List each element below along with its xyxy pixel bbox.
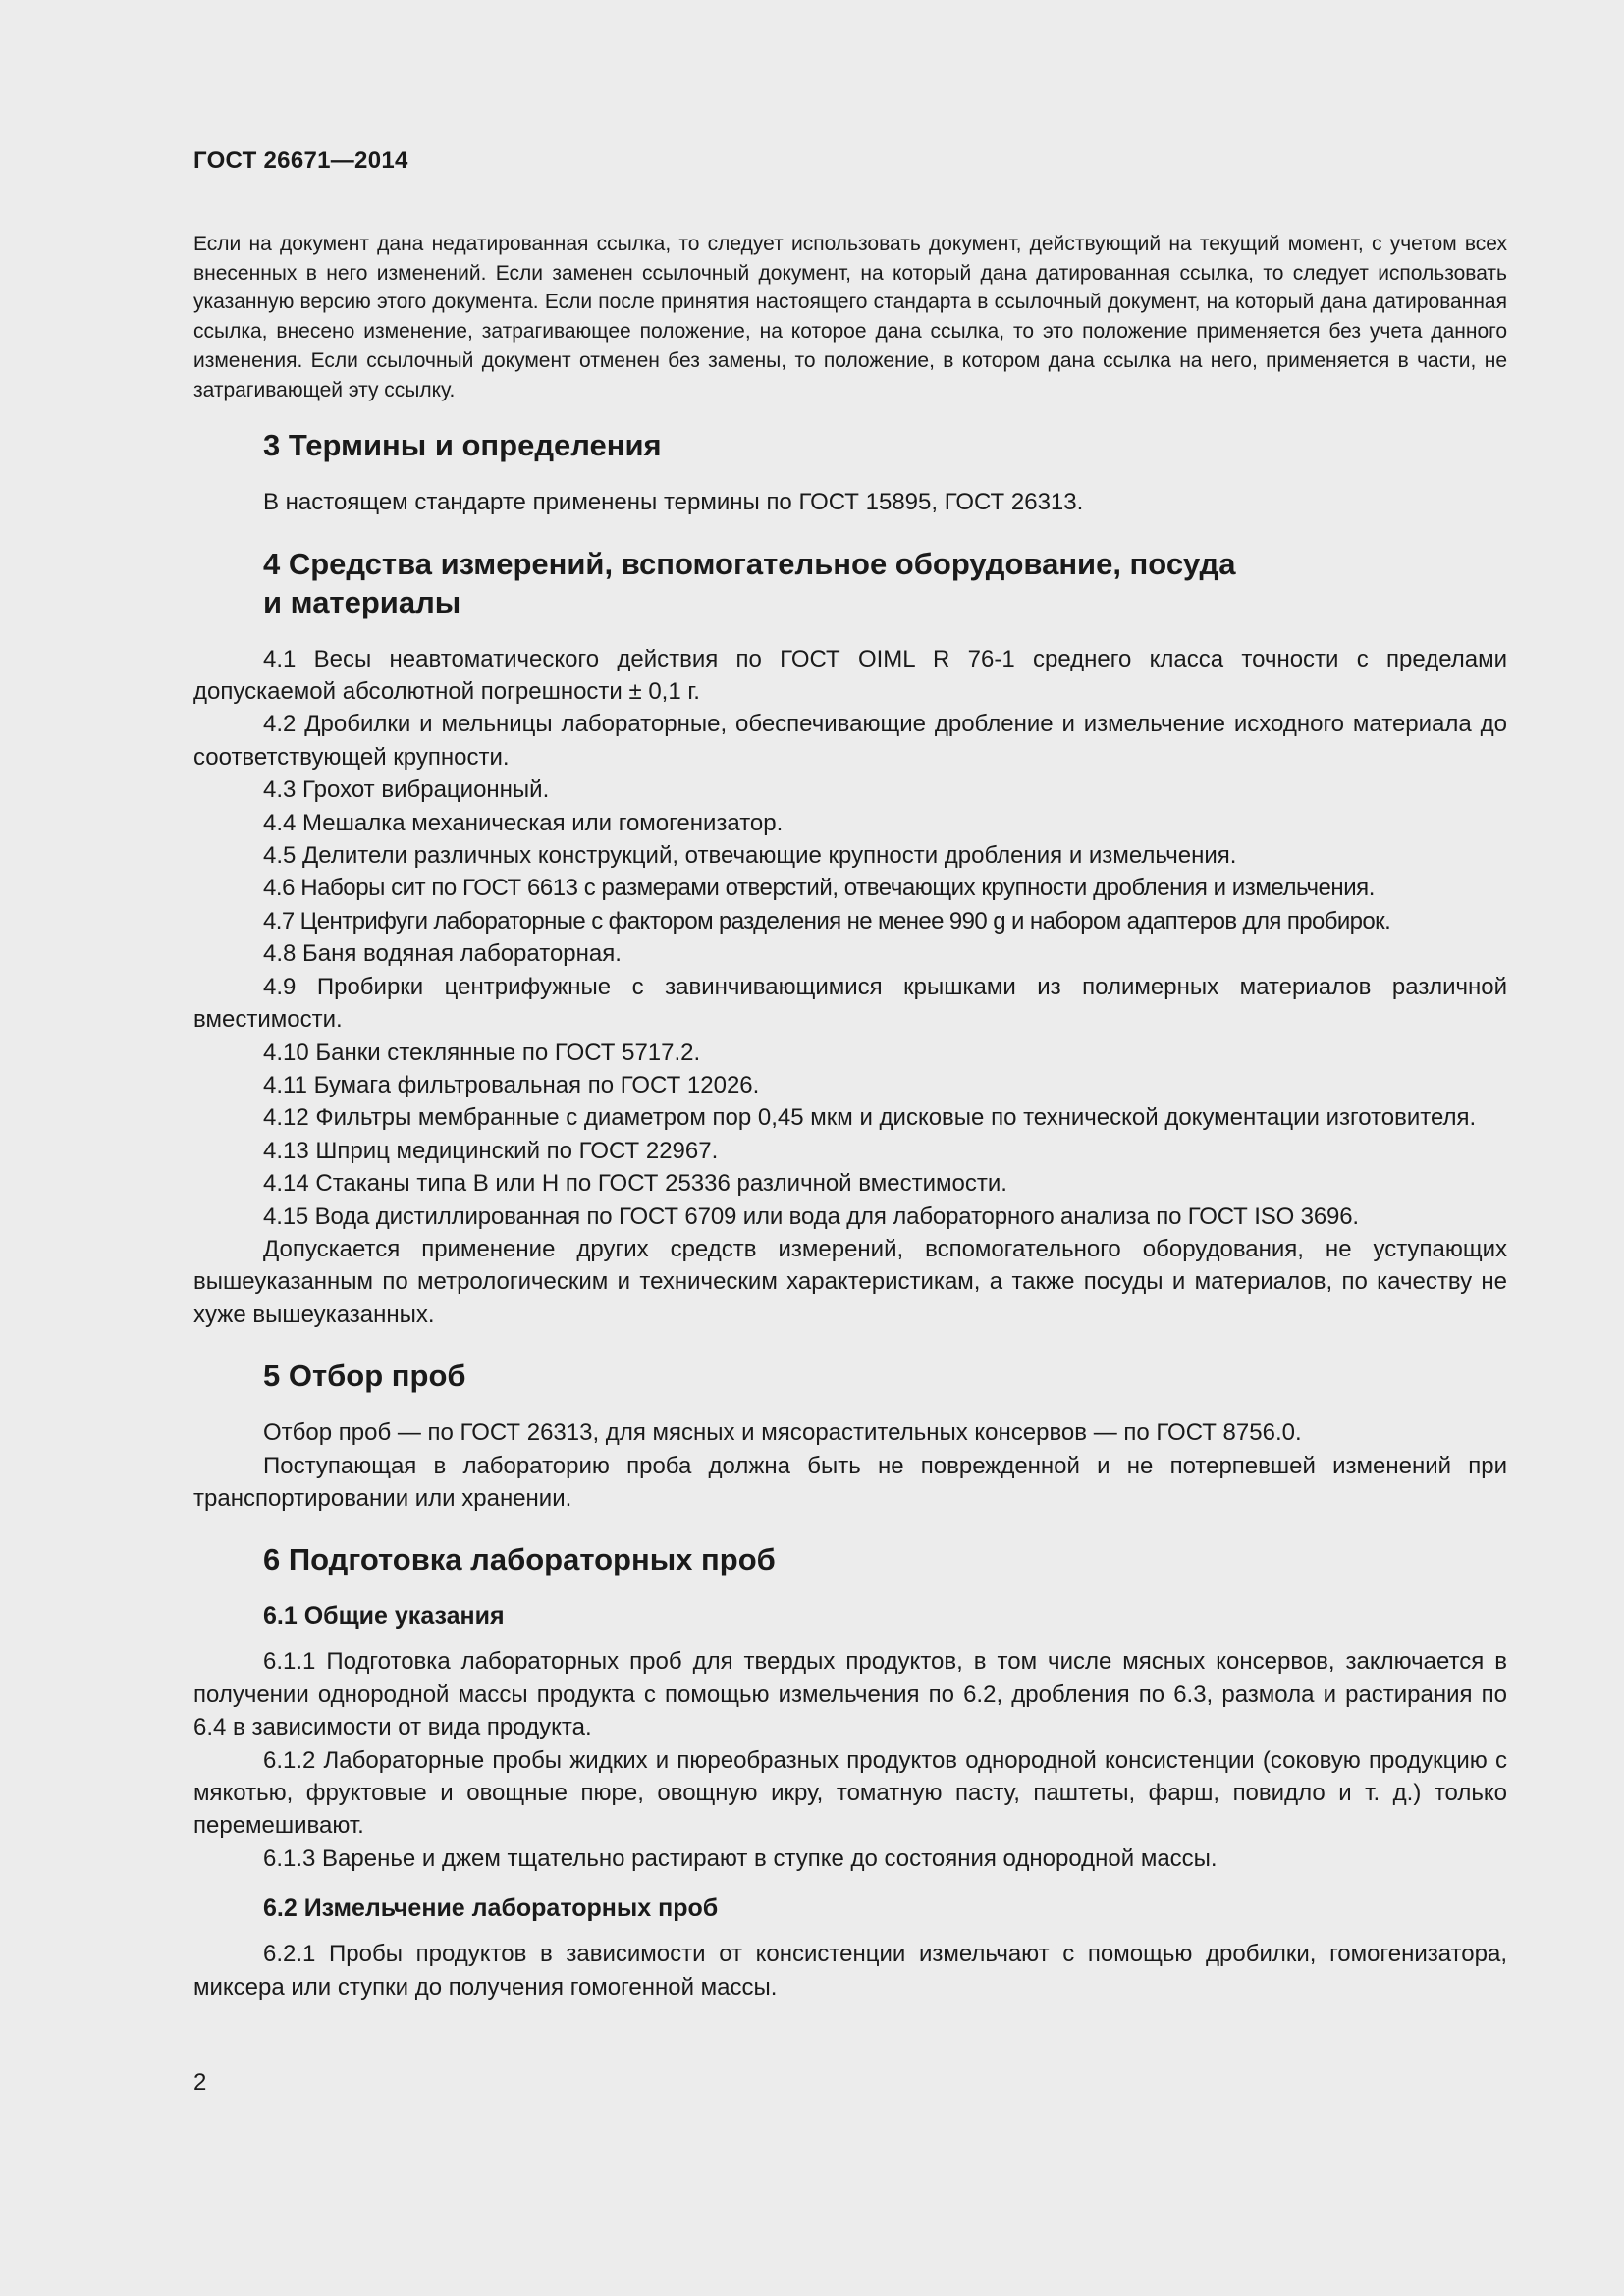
paragraph: 4.10 Банки стеклянные по ГОСТ 5717.2. <box>263 1039 701 1066</box>
paragraph: 4.6 Наборы сит по ГОСТ 6613 с размерами отверстий, отвечающих крупности дробления и измельчения. <box>263 875 1375 902</box>
section-3-title: 3 Термины и определения <box>263 428 662 463</box>
paragraph: 4.4 Мешалка механическая или гомогенизатор. <box>263 809 784 836</box>
paragraph: 4.9 Пробирки центрифужные с завинчивающимися крышками из полимерных материалов различной вместимости. <box>193 973 1507 1034</box>
page-number: 2 <box>193 2069 207 2096</box>
section-3 <box>193 426 1507 518</box>
intro-paragraph: Если на документ дана недатированная ссылка, то следует использовать документ, действующий на текущий момент, с учетом всех внесенных в него изменений. Если заменен ссылочный документ, на который дана датированная ссылка, то следует использовать указанную версию этого документа. Если после принятия настоящего стандарта в ссылочный документ, на который дана датированная ссылка, внесено изменение, затрагивающее положение, на которое дана ссылка, то это положение применяется без учета данного изменения. Если ссылочный документ отменен без замены, то положение, в котором дана ссылка на него, применяется в части, не затрагивающей эту ссылку. <box>193 233 1507 401</box>
paragraph: В настоящем стандарте применены термины по ГОСТ 15895, ГОСТ 26313. <box>263 489 1084 516</box>
subsection-6-2-title: 6.2 Измельчение лабораторных проб <box>263 1895 719 1923</box>
paragraph: 4.5 Делители различных конструкций, отвечающие крупности дробления и измельчения. <box>263 842 1237 870</box>
paragraph: Поступающая в лабораторию проба должна быть не поврежденной и не потерпевшей изменений при транспортировании или хранении. <box>193 1452 1507 1512</box>
section-5 <box>193 1357 1507 1515</box>
paragraph: 4.14 Стаканы типа В или Н по ГОСТ 25336 различной вместимости. <box>263 1170 1007 1198</box>
paragraph: 4.8 Баня водяная лабораторная. <box>263 940 622 968</box>
paragraph: 4.12 Фильтры мембранные с диаметром пор 0,45 мкм и дисковые по технической документации изготовителя. <box>263 1104 1477 1132</box>
section-6 <box>193 1540 1507 2003</box>
paragraph: 4.11 Бумага фильтровальная по ГОСТ 12026. <box>263 1071 760 1098</box>
paragraph: 4.1 Весы неавтоматического действия по ГОСТ OIML R 76-1 среднего класса точности с пределами допускаемой абсолютной погрешности ± 0,1 г. <box>193 645 1507 706</box>
section-6-title: 6 Подготовка лабораторных проб <box>263 1542 776 1577</box>
paragraph: 6.1.1 Подготовка лабораторных проб для твердых продуктов, в том числе мясных консервов, заключается в получении однородной массы продукта с помощью измельчения по 6.2, дробления по 6.3, размола и растирания по 6.4 в зависимости от вида продукта. <box>193 1648 1507 1741</box>
document-page <box>193 147 1507 2029</box>
section-4 <box>193 545 1507 1332</box>
paragraph: 6.1.2 Лабораторные пробы жидких и пюреобразных продуктов однородной консистенции (соковую продукцию с мякотью, фруктовые и овощные пюре, овощную икру, томатную пасту, паштеты, фарш, повидло и т. д.) только перемешивают. <box>193 1746 1507 1840</box>
section-4-title-line1: 4 Средства измерений, вспомогательное оборудование, посуда <box>263 546 1236 581</box>
paragraph: Отбор проб — по ГОСТ 26313, для мясных и мясорастительных консервов — по ГОСТ 8756.0. <box>263 1419 1302 1447</box>
paragraph: 4.15 Вода дистиллированная по ГОСТ 6709 или вода для лабораторного анализа по ГОСТ ISO 3696. <box>263 1202 1359 1230</box>
paragraph: 4.3 Грохот вибрационный. <box>263 776 550 804</box>
section-4-title-line2: и материалы <box>263 584 461 619</box>
paragraph: 6.1.3 Варенье и джем тщательно растирают в ступке до состояния однородной массы. <box>263 1844 1218 1872</box>
paragraph: 4.13 Шприц медицинский по ГОСТ 22967. <box>263 1137 719 1164</box>
paragraph: 6.2.1 Пробы продуктов в зависимости от консистенции измельчают с помощью дробилки, гомогенизатора, миксера или ступки до получения гомогенной массы. <box>193 1941 1507 2001</box>
paragraph: 4.2 Дробилки и мельницы лабораторные, обеспечивающие дробление и измельчение исходного материала до соответствующей крупности. <box>193 711 1507 771</box>
paragraph: Допускается применение других средств измерений, вспомогательного оборудования, не уступающих вышеуказанным по метрологическим и техническим характеристикам, а также посуды и материалов, по качеству не хуже вышеуказанных. <box>193 1235 1507 1328</box>
section-4-title <box>263 545 1507 621</box>
document-header: ГОСТ 26671—2014 <box>193 147 408 174</box>
section-5-title: 5 Отбор проб <box>263 1359 466 1394</box>
subsection-6-1-title: 6.1 Общие указания <box>263 1602 505 1630</box>
paragraph: 4.7 Центрифуги лабораторные с фактором разделения не менее 990 g и набором адаптеров для пробирок. <box>263 907 1391 934</box>
